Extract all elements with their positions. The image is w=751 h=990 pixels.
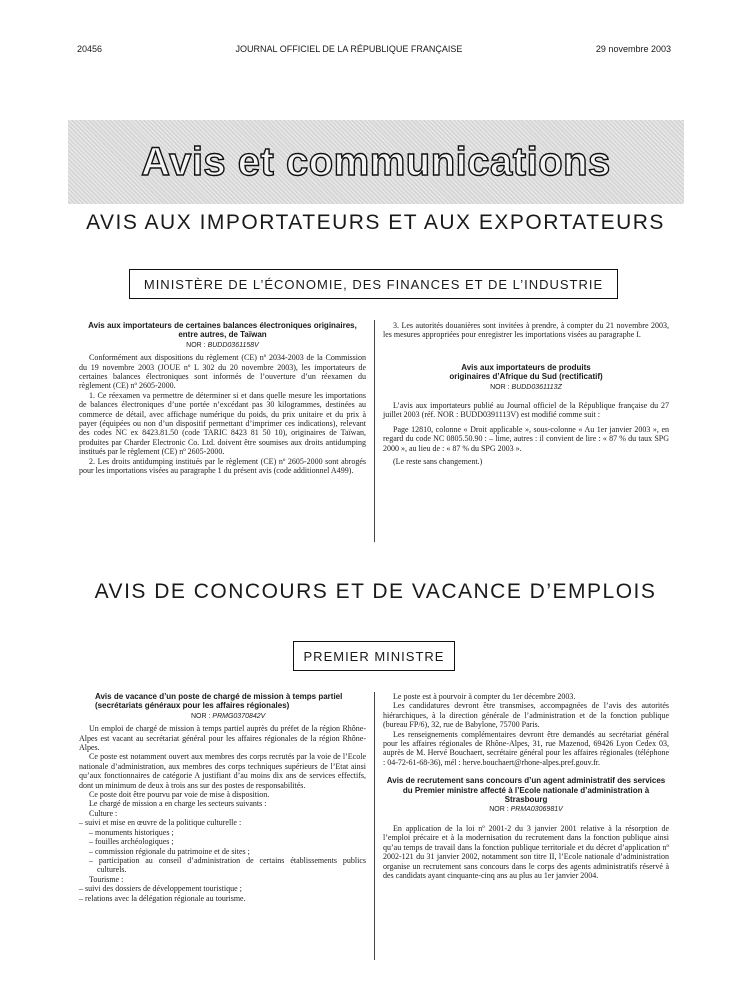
culture-list [79,818,366,827]
list-item: – monuments historiques ; [89,827,174,837]
list-item: – suivi des dossiers de développement touristique ; [79,884,242,894]
journal-name: JOURNAL OFFICIEL DE LA RÉPUBLIQUE FRANÇAISE [235,44,463,54]
paragraph: 3. Les autorités douanières sont invitées à prendre, à compter du 21 novembre 2003, les mesures appropriées pour enregistrer les importations visées au paragraphe I. [383,321,669,340]
article-balances-column [79,321,366,476]
article-title: Avis aux importateurs de certaines balances électroniques originaires, entre autres, de Taïwan [88,321,357,340]
paragraph: (Le reste sans changement.) [393,457,483,467]
section-title-concours: AVIS DE CONCOURS ET DE VACANCE D’EMPLOIS [94,580,657,603]
tourisme-list [79,884,366,903]
ministry-box-economie: MINISTÈRE DE L’ÉCONOMIE, DES FINANCES ET DE L’INDUSTRIE [129,269,618,299]
paragraph: Ce poste doit être pourvu par voie de mise à disposition. [89,790,270,800]
list-item: – relations avec la délégation régionale au tourisme. [79,893,246,903]
nor-reference: NOR : PRMA0306981V [489,806,563,814]
banner-title: Avis et communications [141,139,611,184]
culture-label: Culture : [89,808,118,818]
issue-date: 29 novembre 2003 [595,44,671,54]
paragraph: 2. Les droits antidumping institués par le règlement (CE) nº 2605-2000 sont abrogés pour les importations visées au paragraphe 1 du présent avis (code additionnel A499). [79,456,366,476]
section-title-importateurs: AVIS AUX IMPORTATEURS ET AUX EXPORTATEURS [86,211,665,234]
right-column-section2 [383,692,669,880]
ministry-box-premier-ministre: PREMIER MINISTRE [293,641,455,671]
article-title: Avis aux importateurs de produits originaires d’Afrique du Sud (rectificatif) [449,362,603,382]
paragraph: Le chargé de mission a en charge les secteurs suivants : [89,799,267,809]
paragraph: 1. Ce réexamen va permettre de déterminer si et dans quelle mesure les importations de balances électroniques d’une portée n’excédant pas 30 kilogrammes, destinées au commerce de détail, avec affichage numérique du poids, du prix unitaire et du prix à payer (équipées ou non d’un dispositif permettant d’imprimer ces indications), relevant des codes NC ex 8423.81.50 (code TARIC 8423 81 50 10), originaires de Taïwan, produites par Charder Electronic Co. Ltd. doivent être soumises aux droits antidumping institués par le règlement (CE) nº 2605-2000. [79,390,366,457]
list-item: – suivi et mise en œuvre de la politique culturelle : [79,818,242,828]
right-column-section1 [383,321,669,466]
paragraph: Les renseignements complémentaires devront être demandés au secrétariat général pour les affaires régionales de Rhône-Alpes, 31, rue Mazenod, 69426 Lyon Cedex 03, auprès de M. Hervé Bouchaert, secrétaire général pour les affaires régionales (téléphone : 04-72-61-68-36), mél : herve.bouchaert@rhone-alpes.pref.gouv.fr. [383,729,669,767]
nor-reference: NOR : BUDD0361113Z [490,383,562,391]
nor-reference: NOR : PRMG0370842V [191,712,266,720]
article-title: Avis de vacance d’un poste de chargé de mission à temps partiel (secrétariats généraux pour les affaires régionales) [95,692,343,711]
paragraph: L’avis aux importateurs publié au Journal officiel de la République française du 27 juillet 2003 (réf. NOR : BUDD0391113V) est modifié comme suit : [383,401,669,420]
paragraph: Ce poste est notamment ouvert aux membres des corps recrutés par la voie de l’Ecole nationale d’administration, aux membres des corps techniques supérieurs de l’Etat ainsi qu’aux fonctionnaires de catégorie A justifiant d’au moins dix ans de services effectifs, dont un minimum de deux à trois ans sur des postes de responsabilités. [79,752,366,790]
paragraph: Le poste est à pourvoir à compter du 1er décembre 2003. [393,692,576,701]
culture-sublist [79,828,366,875]
column-divider [374,692,375,960]
list-item: – commission régionale du patrimoine et de sites ; [89,846,250,856]
paragraph: Les candidatures devront être transmises, accompagnées de l’avis des autorités hiérarchiques, à la direction générale de l’administration et de la fonction publique (bureau FP/6), 32, rue de Babylone, 75700 Paris. [383,701,669,730]
nor-reference: NOR : BUDD0361158V [186,341,259,349]
tourisme-label: Tourisme : [89,874,124,884]
page-header [77,44,671,54]
column-divider [374,320,375,542]
page-number: 20456 [77,44,103,54]
article-title: Avis de recrutement sans concours d’un agent administratif des services du Premier ministre affecté à l’Ecole nationale d’administration à Strasbourg [386,776,666,805]
list-item: – participation au conseil d’administration de certains établissements publics culturels. [89,855,366,875]
article-vacance-column [79,692,366,903]
paragraph: Conformément aux dispositions du règlement (CE) nº 2034-2003 de la Commission du 19 novembre 2003 (JOUE nº L 302 du 20 novembre 2003), les importateurs de certaines balances électroniques sont informés de l’ouverture d’un réexamen du règlement (CE) nº 2605-2000. [79,353,366,391]
list-item: – fouilles archéologiques ; [89,837,174,847]
paragraph: Un emploi de chargé de mission à temps partiel auprès du préfet de la région Rhône-Alpes est vacant au secrétariat général pour les affaires régionales de la région Rhône-Alpes. [79,724,366,753]
paragraph: En application de la loi nº 2001-2 du 3 janvier 2001 relative à la résorption de l’emploi précaire et à la modernisation du recrutement dans la fonction publique ainsi qu’au temps de travail dans la fonction publique territoriale et du décret d’application nº 2002-121 du 31 janvier 2002, notamment son titre II, l’Ecole nationale d’administration organise un recrutement sans concours dans le corps des agents administratifs réservé à des candidats ayant cinquante-cinq ans au plus au 1er janvier 2004. [383,823,669,880]
paragraph: Page 12810, colonne « Droit applicable », sous-colonne « Au 1er janvier 2003 », en regard du code NC 0805.50.90 : – lime, autres : il convient de lire : « 87 % du taux SPG 2000 », au lieu de : « 87 % du SPG 2003 ». [383,424,669,453]
section-banner [68,120,684,204]
